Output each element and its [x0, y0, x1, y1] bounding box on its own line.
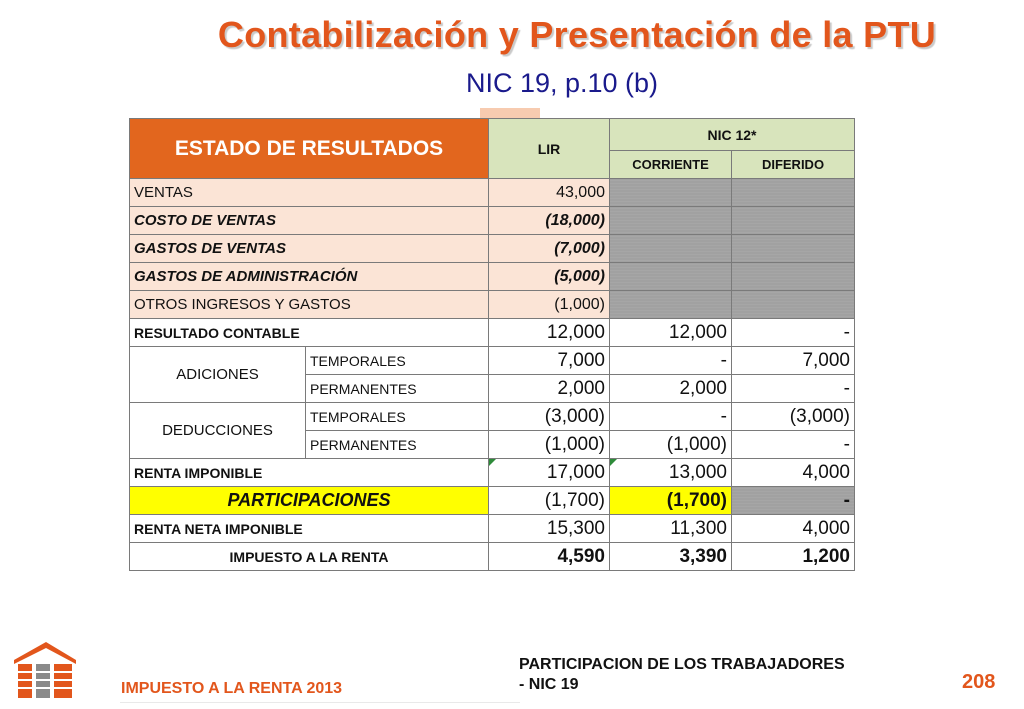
adiciones-permanentes-lir: 2,000 — [489, 375, 610, 403]
table-header-row — [130, 119, 855, 151]
renta-imponible-lir: 17,000 — [489, 459, 610, 487]
footer-topic-line2: - NIC 19 — [519, 676, 579, 693]
table-row — [130, 403, 855, 431]
row-label-gastos-admin: GASTOS DE ADMINISTRACIÓN — [130, 263, 489, 291]
table-row — [130, 207, 855, 235]
adiciones-permanentes-diferido: - — [732, 375, 855, 403]
header-lir: LIR — [489, 119, 610, 179]
gray-cell — [610, 207, 732, 235]
ventas-lir: 43,000 — [489, 179, 610, 207]
row-label-otros: OTROS INGRESOS Y GASTOS — [130, 291, 489, 319]
adiciones-temporales-label: TEMPORALES — [306, 347, 489, 375]
gray-cell — [610, 179, 732, 207]
participaciones-corriente: (1,700) — [610, 487, 732, 515]
gray-cell — [732, 179, 855, 207]
otros-lir: (1,000) — [489, 291, 610, 319]
row-label-adiciones: ADICIONES — [130, 347, 306, 403]
deducciones-permanentes-corriente: (1,000) — [610, 431, 732, 459]
deducciones-temporales-diferido: (3,000) — [732, 403, 855, 431]
table-row — [130, 263, 855, 291]
renta-neta-lir: 15,300 — [489, 515, 610, 543]
adiciones-temporales-lir: 7,000 — [489, 347, 610, 375]
header-corriente: CORRIENTE — [610, 151, 732, 179]
gray-cell — [732, 207, 855, 235]
resultado-lir: 12,000 — [489, 319, 610, 347]
row-label-deducciones: DEDUCCIONES — [130, 403, 306, 459]
page-title: Contabilización y Presentación de la PTU — [217, 14, 937, 55]
gray-cell — [732, 291, 855, 319]
page-number: 208 — [962, 671, 996, 693]
impuesto-corriente: 3,390 — [610, 543, 732, 571]
row-label-costo: COSTO DE VENTAS — [130, 207, 489, 235]
table-row — [130, 515, 855, 543]
gastos-admin-lir: (5,000) — [489, 263, 610, 291]
gray-cell — [610, 291, 732, 319]
table-row — [130, 487, 855, 515]
deducciones-permanentes-label: PERMANENTES — [306, 431, 489, 459]
row-label-participaciones: PARTICIPACIONES — [130, 487, 489, 515]
adiciones-temporales-corriente: - — [610, 347, 732, 375]
table-row — [130, 179, 855, 207]
gray-cell — [610, 263, 732, 291]
gastos-ventas-lir: (7,000) — [489, 235, 610, 263]
renta-neta-diferido: 4,000 — [732, 515, 855, 543]
header-diferido: DIFERIDO — [732, 151, 855, 179]
resultado-diferido: - — [732, 319, 855, 347]
row-label-impuesto: IMPUESTO A LA RENTA — [130, 543, 489, 571]
footer-course-title: IMPUESTO A LA RENTA 2013 — [121, 680, 343, 697]
adiciones-permanentes-corriente: 2,000 — [610, 375, 732, 403]
renta-imponible-corriente: 13,000 — [610, 459, 732, 487]
row-label-renta-imponible: RENTA IMPONIBLE — [130, 459, 489, 487]
table-row — [130, 543, 855, 571]
impuesto-diferido: 1,200 — [732, 543, 855, 571]
gray-cell — [732, 263, 855, 291]
footer-topic — [519, 655, 845, 695]
adiciones-temporales-diferido: 7,000 — [732, 347, 855, 375]
table-row — [130, 459, 855, 487]
table-row — [130, 347, 855, 375]
row-label-renta-neta: RENTA NETA IMPONIBLE — [130, 515, 489, 543]
deducciones-permanentes-diferido: - — [732, 431, 855, 459]
row-label-gastos-ventas: GASTOS DE VENTAS — [130, 235, 489, 263]
gray-cell — [732, 235, 855, 263]
header-nic12: NIC 12* — [610, 119, 855, 151]
renta-neta-corriente: 11,300 — [610, 515, 732, 543]
building-logo-icon — [10, 640, 80, 707]
gray-cell — [610, 235, 732, 263]
footer-topic-line1: PARTICIPACION DE LOS TRABAJADORES — [519, 656, 845, 673]
table-row — [130, 291, 855, 319]
costo-lir: (18,000) — [489, 207, 610, 235]
resultado-corriente: 12,000 — [610, 319, 732, 347]
deducciones-permanentes-lir: (1,000) — [489, 431, 610, 459]
deducciones-temporales-corriente: - — [610, 403, 732, 431]
table-row — [130, 319, 855, 347]
participaciones-lir: (1,700) — [489, 487, 610, 515]
impuesto-lir: 4,590 — [489, 543, 610, 571]
row-label-ventas: VENTAS — [130, 179, 489, 207]
footer-divider — [120, 702, 520, 703]
income-statement-table — [129, 118, 855, 571]
deducciones-temporales-lir: (3,000) — [489, 403, 610, 431]
deducciones-temporales-label: TEMPORALES — [306, 403, 489, 431]
row-label-resultado: RESULTADO CONTABLE — [130, 319, 489, 347]
table-row — [130, 235, 855, 263]
adiciones-permanentes-label: PERMANENTES — [306, 375, 489, 403]
page-title-block — [0, 14, 1024, 56]
header-estado: ESTADO DE RESULTADOS — [130, 119, 489, 179]
participaciones-diferido: - — [732, 487, 855, 515]
page-subtitle: NIC 19, p.10 (b) — [465, 68, 659, 98]
renta-imponible-diferido: 4,000 — [732, 459, 855, 487]
